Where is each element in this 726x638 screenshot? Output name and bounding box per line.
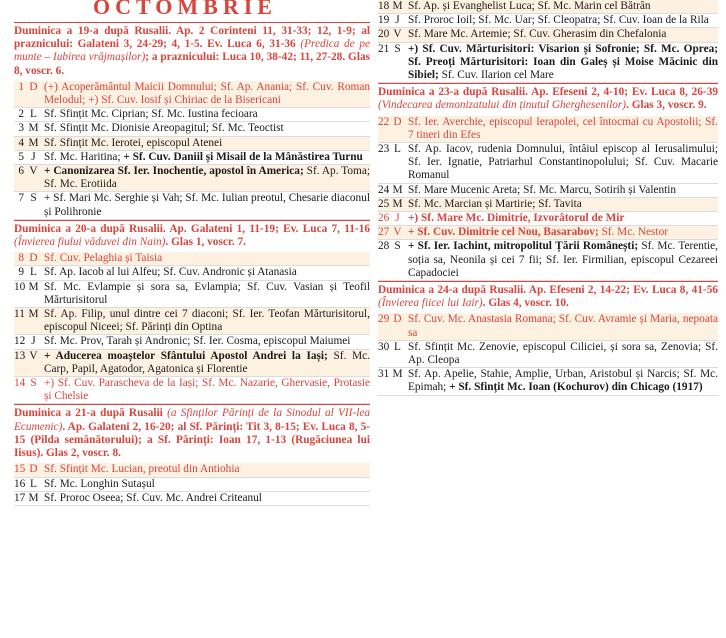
saints-text-part: Sf. Ap. Iacov, rudenia Domnului, întâiul episcop al Ierusalimului; Sf. Ier. Ignatie, Patriarhul Constantinopolului; Sf. Cuv. Macarie Romanul [408,143,718,182]
saints-text-part: Sf. Sfințit Mc. Ciprian; Sf. Mc. Iustina fecioara [44,108,258,121]
header-italic: (Predica de pe munte – Iubirea vrăjmașilor) [14,38,370,64]
day-number: 11 [14,308,25,321]
header-text-after: . Glas 1, voscr. 7. [165,236,246,249]
calendar-day-row [14,165,370,192]
calendar-day-row [14,492,370,506]
weekday-letter: V [393,226,402,239]
weekday-letter: M [28,122,39,135]
weekday-letter: M [392,197,403,210]
weekday-letter: V [393,28,402,41]
calendar-day-row [14,108,370,122]
calendar-day-row [14,281,370,308]
day-number: 31 [378,368,390,381]
saints-text [405,28,718,41]
day-number: 23 [378,143,390,156]
saints-text-part: +) Sf. Mare Mc. Dimitrie, Izvorâtorul de Mir [408,212,625,225]
day-number: 29 [378,313,390,326]
day-number: 9 [18,266,24,279]
saints-text [41,252,370,265]
saints-text-part: Sf. Sfințit Mc. Lucian, preotul din Antiohia [44,463,240,476]
weekday-letter: V [29,165,38,178]
weekday-letter: L [394,143,401,156]
day-number: 17 [14,491,26,504]
calendar-day-row [378,116,718,143]
calendar-day-row [14,151,370,165]
day-number: 30 [378,340,390,353]
calendar-day-row [14,122,370,136]
weekday-letter: M [392,368,403,381]
saints-text-part: Sf. Mc. Terentie, soția sa, Neonila și cei 7 fii; Sf. Ier. Firmilian, episcopul Cezareei Capadociei [408,240,719,279]
calendar-day-row [14,308,370,335]
saints-bold-part: + Sf. Ier. Iachint, mitropolitul Țării Românești; [408,240,639,253]
saints-text-part: Sf. Cuv. Ilarion cel Mare [438,69,554,82]
header-text-after: . Glas 4, voscr. 10. [482,297,569,310]
saints-text [405,198,718,211]
saints-text-part: Sf. Mc. Prov, Tarah și Andronic; Sf. Ier. Cosma, episcopul Maiumei [44,335,351,348]
page-title: OCTOMBRIE [93,0,277,19]
weekday-letter: D [29,80,38,93]
saints-text-part: +) Sf. Cuv. Parascheva de la Iași; Sf. Mc. Nazarie, Ghervasie, Protasie și Chelsie [44,377,370,403]
saints-text [41,122,370,135]
saints-text-part: Sf. Mare Mc. Artemie; Sf. Cuv. Gherasim din Chefalonia [408,28,667,41]
saints-text [41,81,370,107]
saints-text-part: Sf. Cuv. Mc. Anastasia Romana; Sf. Cuv. Avramie și Maria, nepoata sa [408,313,718,339]
saints-text-part: Sf. Mc. Carp, Papil, Agatodor, Agatonica și Florentie [44,349,371,375]
day-number: 15 [14,463,26,476]
weekday-letter: L [394,340,401,353]
saints-text-part: Sf. Sfințit Mc. Dionisie Areopagitul; Sf. Mc. Teoctist [44,122,284,135]
day-number: 28 [378,240,390,253]
day-number: 19 [378,14,390,27]
weekday-letter: J [31,150,36,163]
calendar-day-row [14,478,370,492]
header-text-after: . Glas 3, voscr. 9. [626,99,707,112]
saints-text-part: Sf. Proroc Ioil; Sf. Mc. Uar; Sf. Cleopatra; Sf. Cuv. Ioan de la Rila [408,14,709,27]
saints-text [405,226,718,239]
saints-bold-part: + Sf. Cuv. Dimitrie cel Nou, Basarabov; [408,226,599,239]
saints-text [405,143,718,183]
calendar-day-row [378,143,718,184]
header-italic: (Învierea fiicei lui Iair) [378,297,483,310]
sunday-header [14,220,370,252]
weekday-letter: M [392,183,403,196]
saints-text-part: Sf. Mc. Evlampie și sora sa, Evlampia; Sf. Cuv. Vasian și Teofil Mărturisitorul [44,280,370,306]
calendar-day-row [378,0,718,14]
calendar-day-row [378,28,718,42]
header-text-after: ; a praznicului: Luca 10, 38-42; 11, 27-28. Glas 8, voscr. 6. [14,51,370,77]
saints-text [41,165,370,191]
header-italic: (a Sfinților Părinți de la Sinodul al VII-lea Ecumenic) [14,407,371,433]
header-text: Duminica a 20-a după Rusalii. Ap. Galateni 1, 11-19; Ev. Luca 7, 11-16 [14,222,370,235]
day-number: 21 [378,42,390,55]
weekday-letter: L [30,477,37,490]
day-number: 12 [14,335,26,348]
saints-text [41,108,370,121]
day-number: 13 [14,349,26,362]
saints-text [41,266,370,279]
calendar-day-row [14,137,370,151]
calendar-day-row [378,240,718,281]
saints-text [41,478,370,491]
saints-bold-part: + Canonizarea Sf. Ier. Inochentie, apostol în America; [44,165,304,178]
calendar-day-row [378,198,718,212]
day-number: 16 [14,477,26,490]
saints-text-part: Sf. Mc. Marcian și Martirie; Sf. Tavita [408,197,582,210]
saints-text [41,137,370,150]
weekday-letter: L [30,266,37,279]
day-number: 25 [378,197,390,210]
saints-text-part: Sf. Mc. Nestor [598,226,668,239]
header-italic: (Vindecarea demonizatului din ținutul Gherghesenilor) [378,99,627,112]
header-text-after: . Ap. Galateni 2, 16-20; al Sf. Părinți: Tit 3, 8-15; Ev. Luca 8, 5-15 (Pilda semănătorului); a Sf. Părinți: Ioan 17, 1-13 (Rugăciunea lui Iisus). Glas 2, voscr. 8. [14,420,370,460]
day-number: 10 [14,280,26,293]
saints-bold-part: +) Sf. Cuv. Mărturisitori: Visarion și Sofronie; Sf. Mc. Oprea; Sf. Preoți Mărturisitori: Ioan din Galeș și Moise Măcinic din Sibiel; [408,42,718,82]
saints-text-part: Sf. Mc. Haritina; [44,150,124,163]
day-number: 27 [378,226,390,239]
saints-bold-part: + Aducerea moaștelor Sfântului Apostol Andrei la Iași; [44,349,328,362]
saints-text [405,116,718,142]
calendar-day-row [378,212,718,226]
sunday-header [14,22,370,81]
calendar-day-row [378,14,718,28]
weekday-letter: L [30,108,37,121]
weekday-letter: J [395,212,400,225]
day-number: 2 [18,108,24,121]
saints-bold-part: + Sf. Sfințit Mc. Ioan (Kochurov) din Chicago (1917) [449,381,703,394]
calendar-day-row [378,226,718,240]
calendar-day-row [378,184,718,198]
saints-bold-part: + Sf. Cuv. Daniil și Misail de la Mânăstirea Turnu [123,150,363,163]
saints-text [41,281,370,307]
saints-text [405,184,718,197]
calendar-day-row [14,266,370,280]
saints-text-part: Sf. Ap. Iacob al lui Alfeu; Sf. Cuv. Andronic și Atanasia [44,266,297,279]
day-number: 5 [18,150,24,163]
saints-text [405,341,718,367]
day-number: 18 [378,0,390,12]
sunday-header [14,404,370,463]
saints-text [405,43,718,83]
weekday-letter: D [29,463,38,476]
saints-text [41,350,370,376]
weekday-letter: J [395,14,400,27]
day-number: 14 [14,377,26,390]
weekday-letter: M [392,0,403,12]
day-number: 6 [18,165,24,178]
saints-text [41,377,370,403]
saints-text [405,212,718,225]
saints-text-part: Sf. Ap. Apelie, Stahie, Amplie, Urban, Aristobul și Narcis; Sf. Mc. Epimah; [408,368,718,394]
saints-text-part: Sf. Sfințit Mc. Zenovie, episcopul Ciliciei, și sora sa, Zenovia; Sf. Ap. Cleopa [408,340,718,367]
saints-text [405,313,718,339]
saints-text-part: Sf. Ap. Filip, unul dintre cei 7 diaconi; Sf. Ier. Teofan Mărturisitorul, episcopul Niceei; Sf. Părinți din Optina [44,308,370,334]
calendar-day-row [14,81,370,108]
calendar-day-row [14,350,370,377]
weekday-letter: J [31,335,36,348]
header-text: Duminica a 21-a după Rusalii [14,407,168,420]
calendar-day-row [14,252,370,266]
saints-text [41,492,370,505]
header-text: Duminica a 24-a după Rusalii. Ap. Efeseni 2, 14-22; Ev. Luca 8, 41-56 [378,284,718,297]
right-column [378,0,718,396]
calendar-day-row [14,335,370,349]
day-number: 4 [18,136,24,149]
day-number: 22 [378,115,390,128]
sunday-header [378,83,718,115]
weekday-letter: S [30,377,37,390]
weekday-letter: M [28,308,39,321]
saints-text [41,192,370,218]
saints-text-part: Sf. Ap. Toma; Sf. Mc. Erotiida [44,165,370,191]
saints-text-part: Sf. Proroc Oseea; Sf. Cuv. Mc. Andrei Criteanul [44,491,262,504]
calendar-day-row [378,341,718,368]
saints-text-part: Sf. Mare Mucenic Areta; Sf. Mc. Marcu, Sotirih și Valentin [408,183,677,196]
saints-text [41,151,370,164]
saints-text [41,463,370,476]
saints-text-part: Sf. Ap. și Evanghelist Luca; Sf. Mc. Marin cel Bătrân [408,0,651,12]
calendar-day-row [14,463,370,477]
day-number: 20 [378,28,390,41]
saints-text [405,240,718,280]
calendar-day-row [378,43,718,84]
weekday-letter: M [28,280,39,293]
header-text: Duminica a 23-a după Rusalii. Ap. Efeseni 2, 4-10; Ev. Luca 8, 26-39 [378,86,718,99]
calendar-day-row [378,313,718,340]
calendar-day-row [14,192,370,219]
saints-text [405,0,718,13]
day-number: 3 [18,122,24,135]
weekday-letter: M [28,136,39,149]
weekday-letter: V [29,349,38,362]
calendar-day-row [14,377,370,404]
saints-text-part: Sf. Ier. Averchie, episcopul Ierapolei, cel întocmai cu Apostolii; Sf. 7 tineri din Efes [408,115,718,141]
saints-text-part: Sf. Mc. Longhin Sutașul [44,477,155,490]
sunday-header [378,281,718,313]
left-column [14,22,370,506]
day-number: 7 [18,192,24,205]
calendar-day-row [378,368,718,395]
saints-text [41,335,370,348]
weekday-letter: M [28,491,39,504]
saints-text-part: Sf. Cuv. Pelaghia și Taisia [44,252,163,265]
saints-text-part: (+) Acoperământul Maicii Domnului; Sf. Ap. Anania; Sf. Cuv. Roman Melodul; +) Sf. Cuv. Iosif și Chiriac de la Bisericani [44,80,370,107]
header-text: Duminica a 19-a după Rusalii. Ap. 2 Corinteni 11, 31-33; 12, 1-9; al praznicului: Galateni 3, 24-29; 4, 1-5. Ev. Luca 6, 31-36 [14,25,370,51]
saints-text-part: + Sf. Mari Mc. Serghie și Vah; Sf. Mc. Iulian preotul, Chesarie diaconul și Polihronie [44,192,370,218]
saints-text [405,368,718,394]
weekday-letter: D [393,313,402,326]
saints-text [41,308,370,334]
header-italic: (Învierea fiului văduvei din Nain) [14,236,166,249]
saints-text-part: Sf. Sfințit Mc. Ierotei, episcopul Atenei [44,136,223,149]
day-number: 26 [378,212,390,225]
weekday-letter: D [29,252,38,265]
weekday-letter: S [394,42,401,55]
day-number: 8 [18,252,24,265]
day-number: 1 [18,80,24,93]
weekday-letter: S [394,240,401,253]
weekday-letter: D [393,115,402,128]
day-number: 24 [378,183,390,196]
weekday-letter: S [30,192,37,205]
saints-text [405,14,718,27]
